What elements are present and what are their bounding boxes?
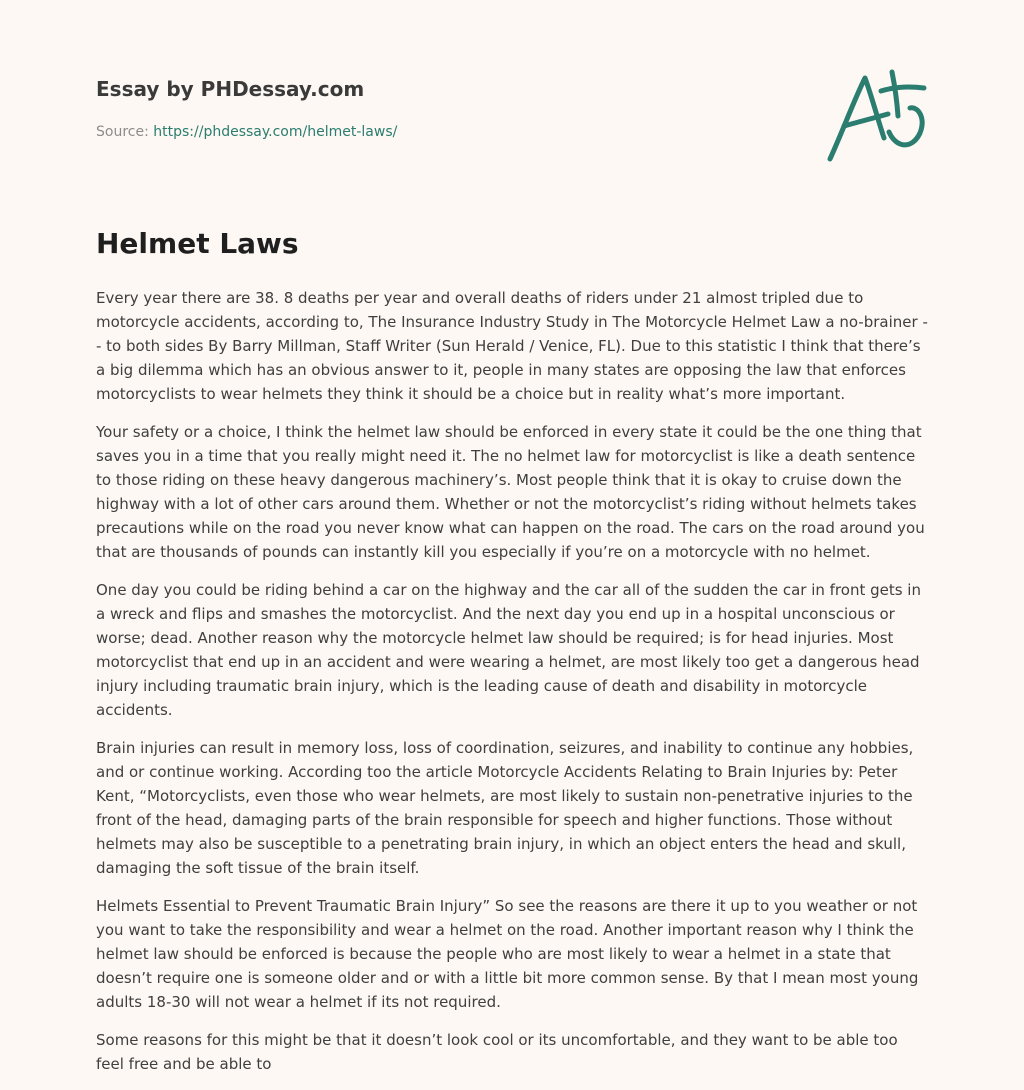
article-paragraph: Your safety or a choice, I think the helmet law should be enforced in every state it could be the one thing that saves you in a time that you really might need it. The no helmet law for motorcyclist is like a death sentence to those riding on these heavy dangerous machinery’s. Most people think that it is okay to cruise down the highway with a lot of other cars around them. Whether or not the motorcyclist’s riding without helmets takes precautions while on the road you never know what can happen on the road. The cars on the road around you that are thousands of pounds can instantly kill you especially if you’re on a motorcycle with no helmet. bbox=[96, 423, 925, 561]
article bbox=[96, 224, 930, 1090]
article-title: Helmet Laws bbox=[96, 227, 299, 260]
source-label: Source: bbox=[96, 124, 149, 140]
article-paragraph: Some reasons for this might be that it doesn’t look cool or its uncomfortable, and they want to be able too feel free and be able to bbox=[96, 1031, 898, 1073]
page-header bbox=[96, 74, 928, 174]
grade-a-plus-logo bbox=[820, 64, 932, 164]
site-brand: Essay by PHDessay.com bbox=[96, 77, 365, 101]
source-link[interactable]: https://phdessay.com/helmet-laws/ bbox=[153, 124, 398, 140]
article-paragraph: Brain injuries can result in memory loss, loss of coordination, seizures, and inability to continue any hobbies, and or continue working. According too the article Motorcycle Accidents Relating to Brain Injuries by: Peter Kent, “Motorcyclists, even those who wear helmets, are most likely to sustain non-penetrative injuries to the front of the head, damaging parts of the brain responsible for speech and higher functions. Those without helmets may also be susceptible to a penetrating brain injury, in which an object enters the head and skull, damaging the soft tissue of the brain itself. bbox=[96, 739, 914, 877]
source-line bbox=[96, 122, 928, 142]
article-paragraph: Helmets Essential to Prevent Traumatic Brain Injury” So see the reasons are there it up to you weather or not you want to take the responsibility and wear a helmet on the road. Another important reason why I think the helmet law should be enforced is because the people who are most likely to wear a helmet in a state that doesn’t require one is someone older and or with a little bit more common sense. By that I mean most young adults 18-30 will not wear a helmet if its not required. bbox=[96, 897, 919, 1011]
article-paragraph: One day you could be riding behind a car on the highway and the car all of the sudden the car in front gets in a wreck and flips and smashes the motorcyclist. And the next day you end up in a hospital unconscious or worse; dead. Another reason why the motorcycle helmet law should be required; is for head injuries. Most motorcyclist that end up in an accident and were wearing a helmet, are most likely too get a dangerous head injury including traumatic brain injury, which is the leading cause of death and disability in motorcycle accidents. bbox=[96, 581, 921, 719]
article-paragraph: Every year there are 38. 8 deaths per year and overall deaths of riders under 21 almost tripled due to motorcycle accidents, according to, The Insurance Industry Study in The Motorcycle Helmet Law a no-brainer -- to both sides By Barry Millman, Staff Writer (Sun Herald / Venice, FL). Due to this statistic I think that there’s a big dilemma which has an obvious answer to it, people in many states are opposing the law that enforces motorcyclists to wear helmets they think it should be a choice but in reality what’s more important. bbox=[96, 289, 928, 403]
